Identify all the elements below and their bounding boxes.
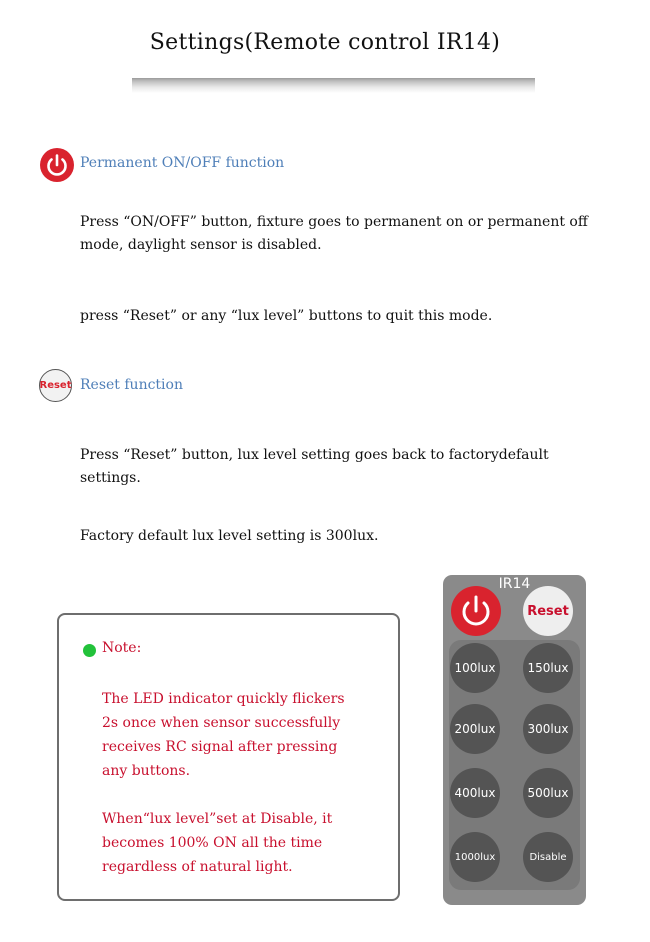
- power-icon: [40, 148, 74, 182]
- permanent-quit-text: press “Reset” or any “lux level” buttons to quit this mode.: [80, 308, 493, 324]
- power-symbol-icon: [451, 586, 501, 636]
- reset-icon: Reset: [39, 369, 72, 402]
- remote-1000lux-button: 1000lux: [450, 832, 500, 882]
- reset-description-line: settings.: [80, 470, 141, 486]
- note-line: receives RC signal after pressing: [102, 739, 338, 755]
- remote-150lux-button: 150lux: [523, 643, 573, 693]
- note-paragraph-2: [102, 807, 332, 879]
- remote-300lux-button: 300lux: [523, 704, 573, 754]
- reset-function-heading: Reset function: [80, 377, 183, 393]
- title-divider: [132, 78, 535, 93]
- note-line: The LED indicator quickly flickers: [102, 691, 345, 707]
- remote-reset-button: Reset: [523, 586, 573, 636]
- power-symbol-icon: [40, 148, 74, 182]
- note-line: regardless of natural light.: [102, 859, 293, 875]
- permanent-description-line: mode, daylight sensor is disabled.: [80, 237, 322, 253]
- remote-500lux-button: 500lux: [523, 768, 573, 818]
- page-title: Settings(Remote control IR14): [149, 30, 501, 55]
- note-title: Note:: [102, 640, 142, 656]
- green-indicator-icon: [83, 644, 96, 657]
- note-paragraph-1: [102, 687, 345, 783]
- reset-description: [80, 444, 549, 490]
- permanent-description-line: Press “ON/OFF” button, fixture goes to permanent on or permanent off: [80, 214, 588, 230]
- note-line: 2s once when sensor successfully: [102, 715, 341, 731]
- permanent-onoff-heading: Permanent ON/OFF function: [80, 155, 285, 171]
- note-line: When“lux level”set at Disable, it: [102, 811, 333, 827]
- remote-200lux-button: 200lux: [450, 704, 500, 754]
- note-line: any buttons.: [102, 763, 191, 779]
- remote-disable-button: Disable: [523, 832, 573, 882]
- remote-100lux-button: 100lux: [450, 643, 500, 693]
- factory-default-text: Factory default lux level setting is 300lux.: [80, 528, 379, 544]
- permanent-description: [80, 211, 588, 257]
- remote-model-label: IR14: [498, 576, 531, 592]
- remote-power-button: [451, 586, 501, 636]
- remote-400lux-button: 400lux: [450, 768, 500, 818]
- reset-description-line: Press “Reset” button, lux level setting goes back to factorydefault: [80, 447, 549, 463]
- note-line: becomes 100% ON all the time: [102, 835, 323, 851]
